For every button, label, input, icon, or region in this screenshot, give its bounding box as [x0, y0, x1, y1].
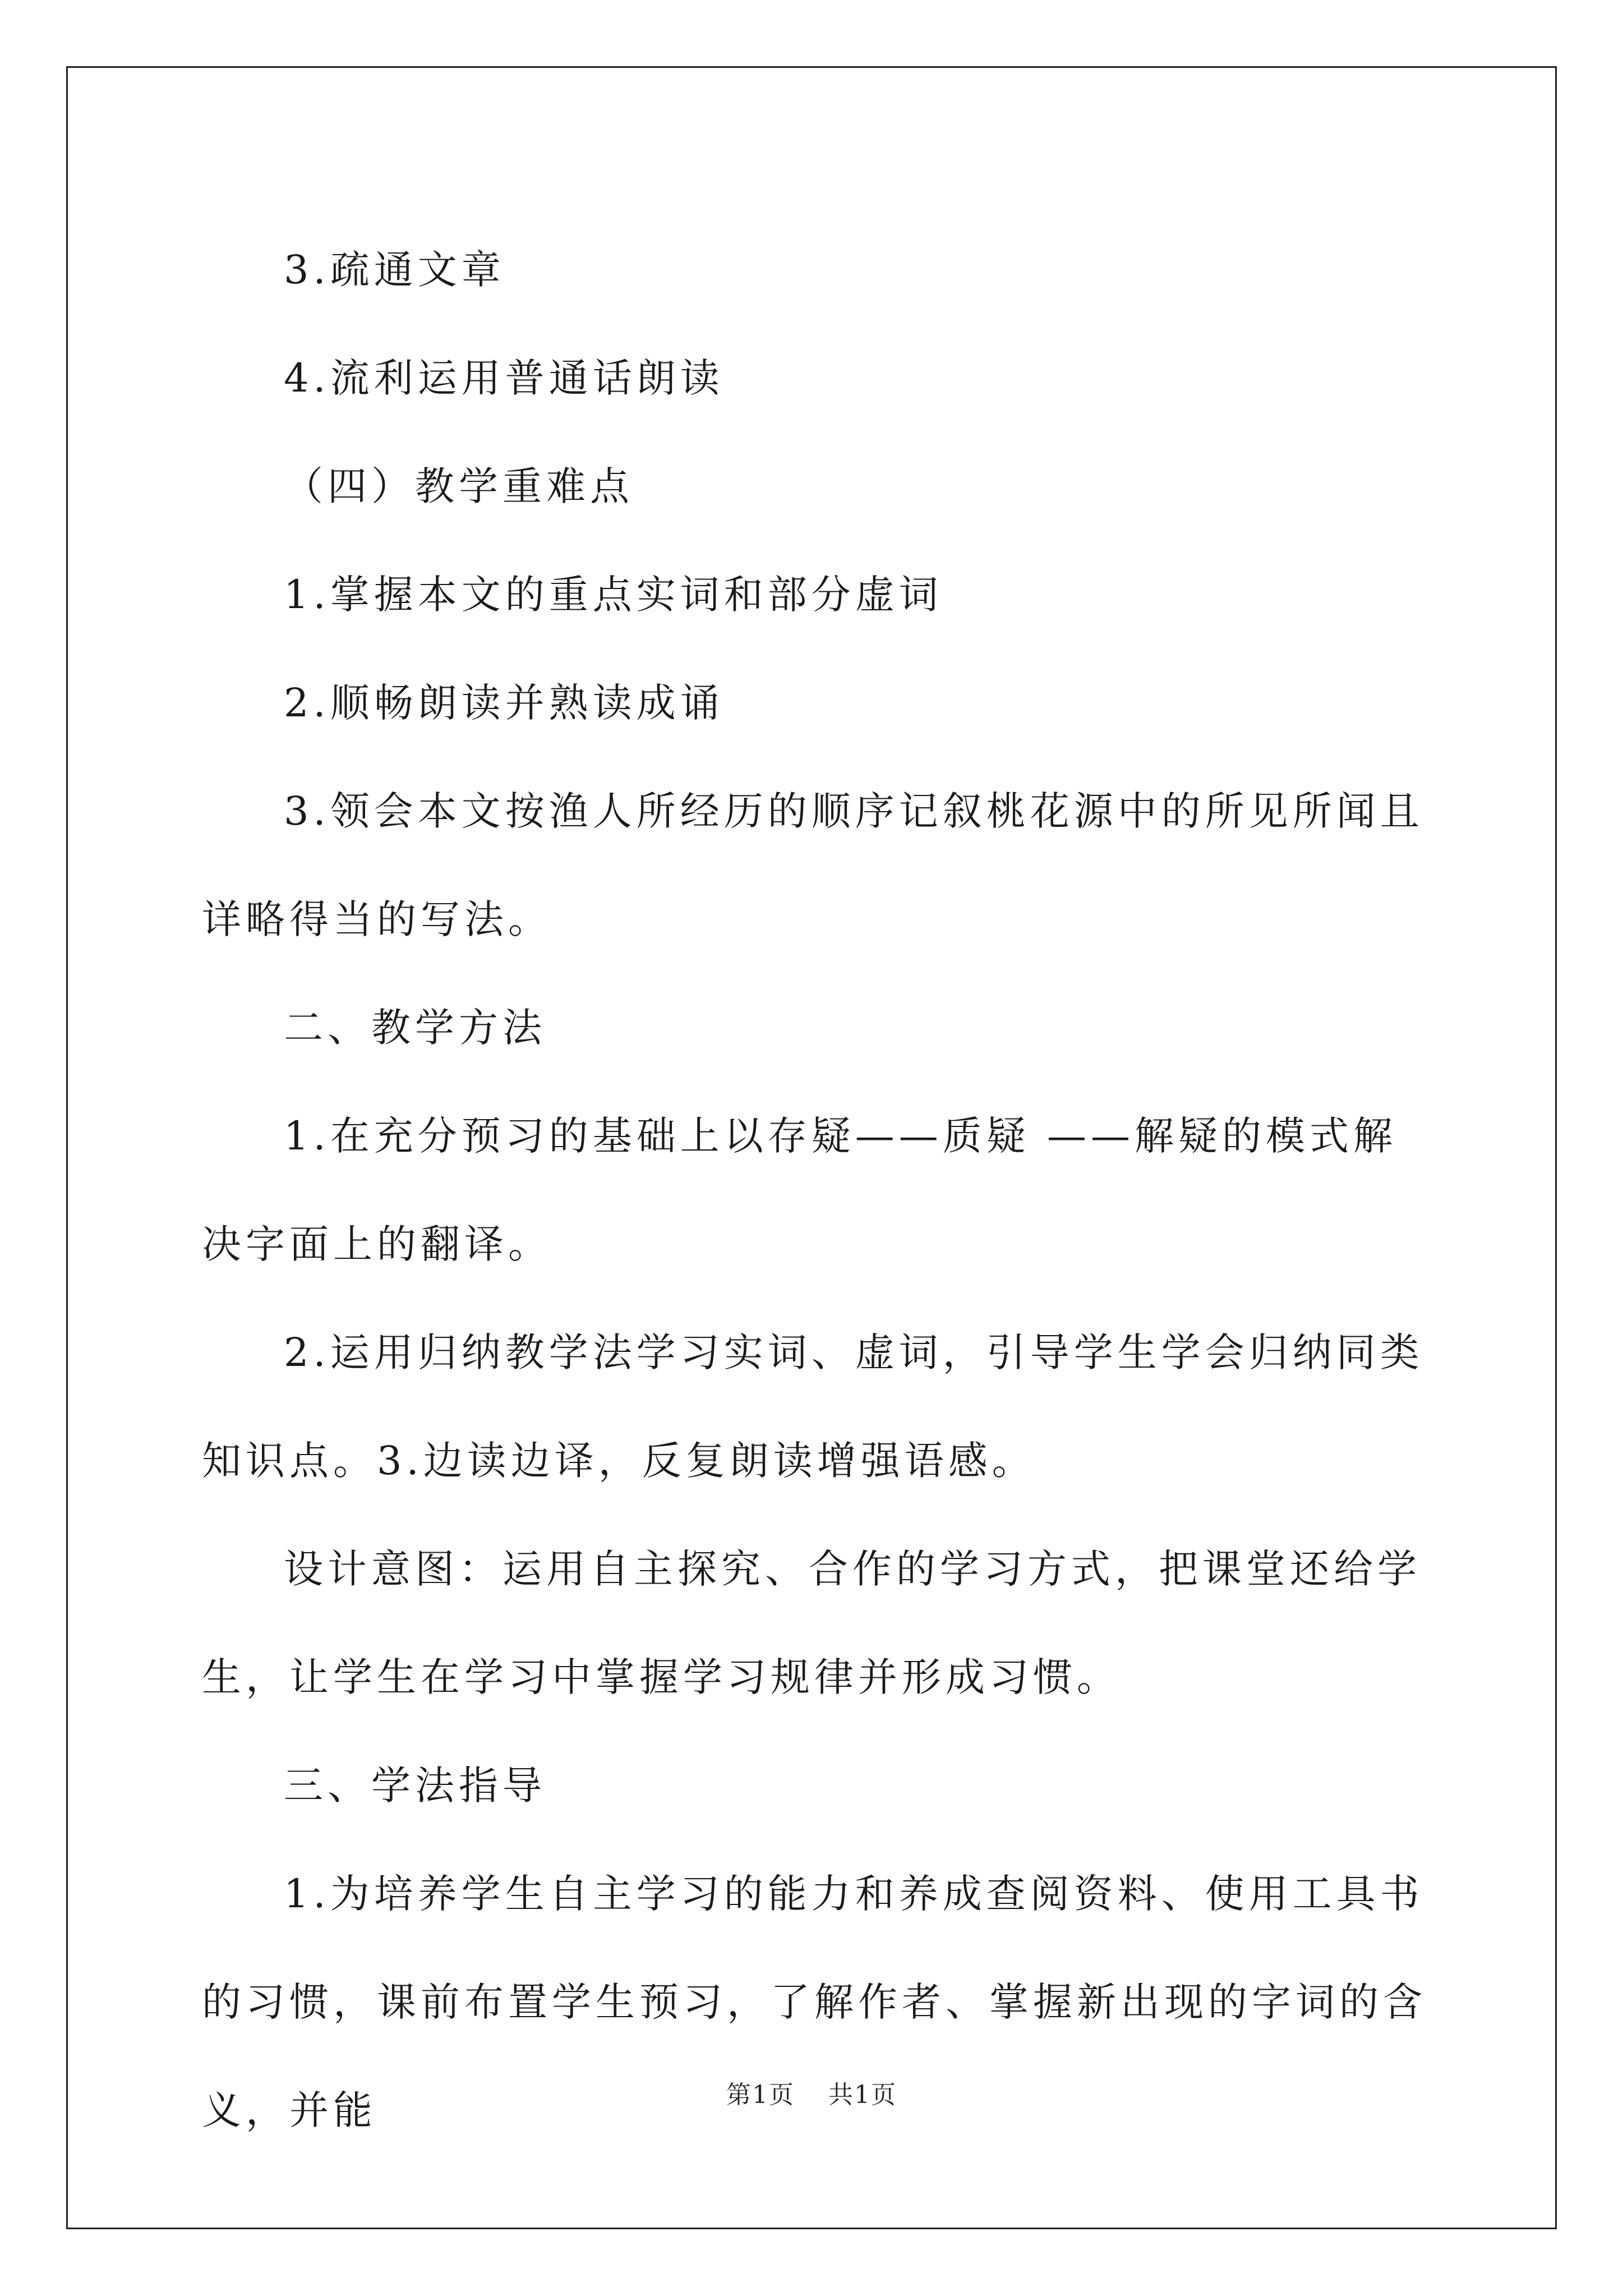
paragraph: 1.为培养学生自主学习的能力和养成查阅资料、使用工具书的习惯，课前布置学生预习，了解作者、掌握新出现的字词的含义，并能 [202, 1871, 1427, 2133]
paragraph: 2.运用归纳教学法学习实词、虚词，引导学生学会归纳同类知识点。3.边读边译，反复朗读增强语感。 [202, 1329, 1424, 1484]
paragraph: 1.掌握本文的重点实词和部分虚词 [284, 572, 943, 618]
paragraph: 3.疏通文章 [284, 247, 505, 293]
paragraph: 3.领会本文按渔人所经历的顺序记叙桃花源中的所见所闻且详略得当的写法。 [202, 788, 1424, 942]
paragraph: 设计意图：运用自主探究、合作的学习方式，把课堂还给学生，让学生在学习中掌握学习规律并形成习惯。 [202, 1546, 1421, 1700]
paragraph: 2.顺畅朗读并熟读成诵 [284, 680, 724, 726]
paragraph: 1.在充分预习的基础上以存疑——质疑 ——解疑的模式解决字面上的翻译。 [202, 1113, 1398, 1267]
document-body [202, 216, 1436, 2165]
section-heading: 二、教学方法 [284, 1005, 546, 1051]
page-total: 共1页 [828, 2081, 897, 2109]
paragraph: 4.流利运用普通话朗读 [284, 355, 724, 401]
section-heading: 三、学法指导 [284, 1763, 546, 1809]
page-number: 第1页 [726, 2081, 795, 2109]
section-heading: （四）教学重难点 [284, 463, 634, 509]
page-footer [0, 2074, 1623, 2110]
